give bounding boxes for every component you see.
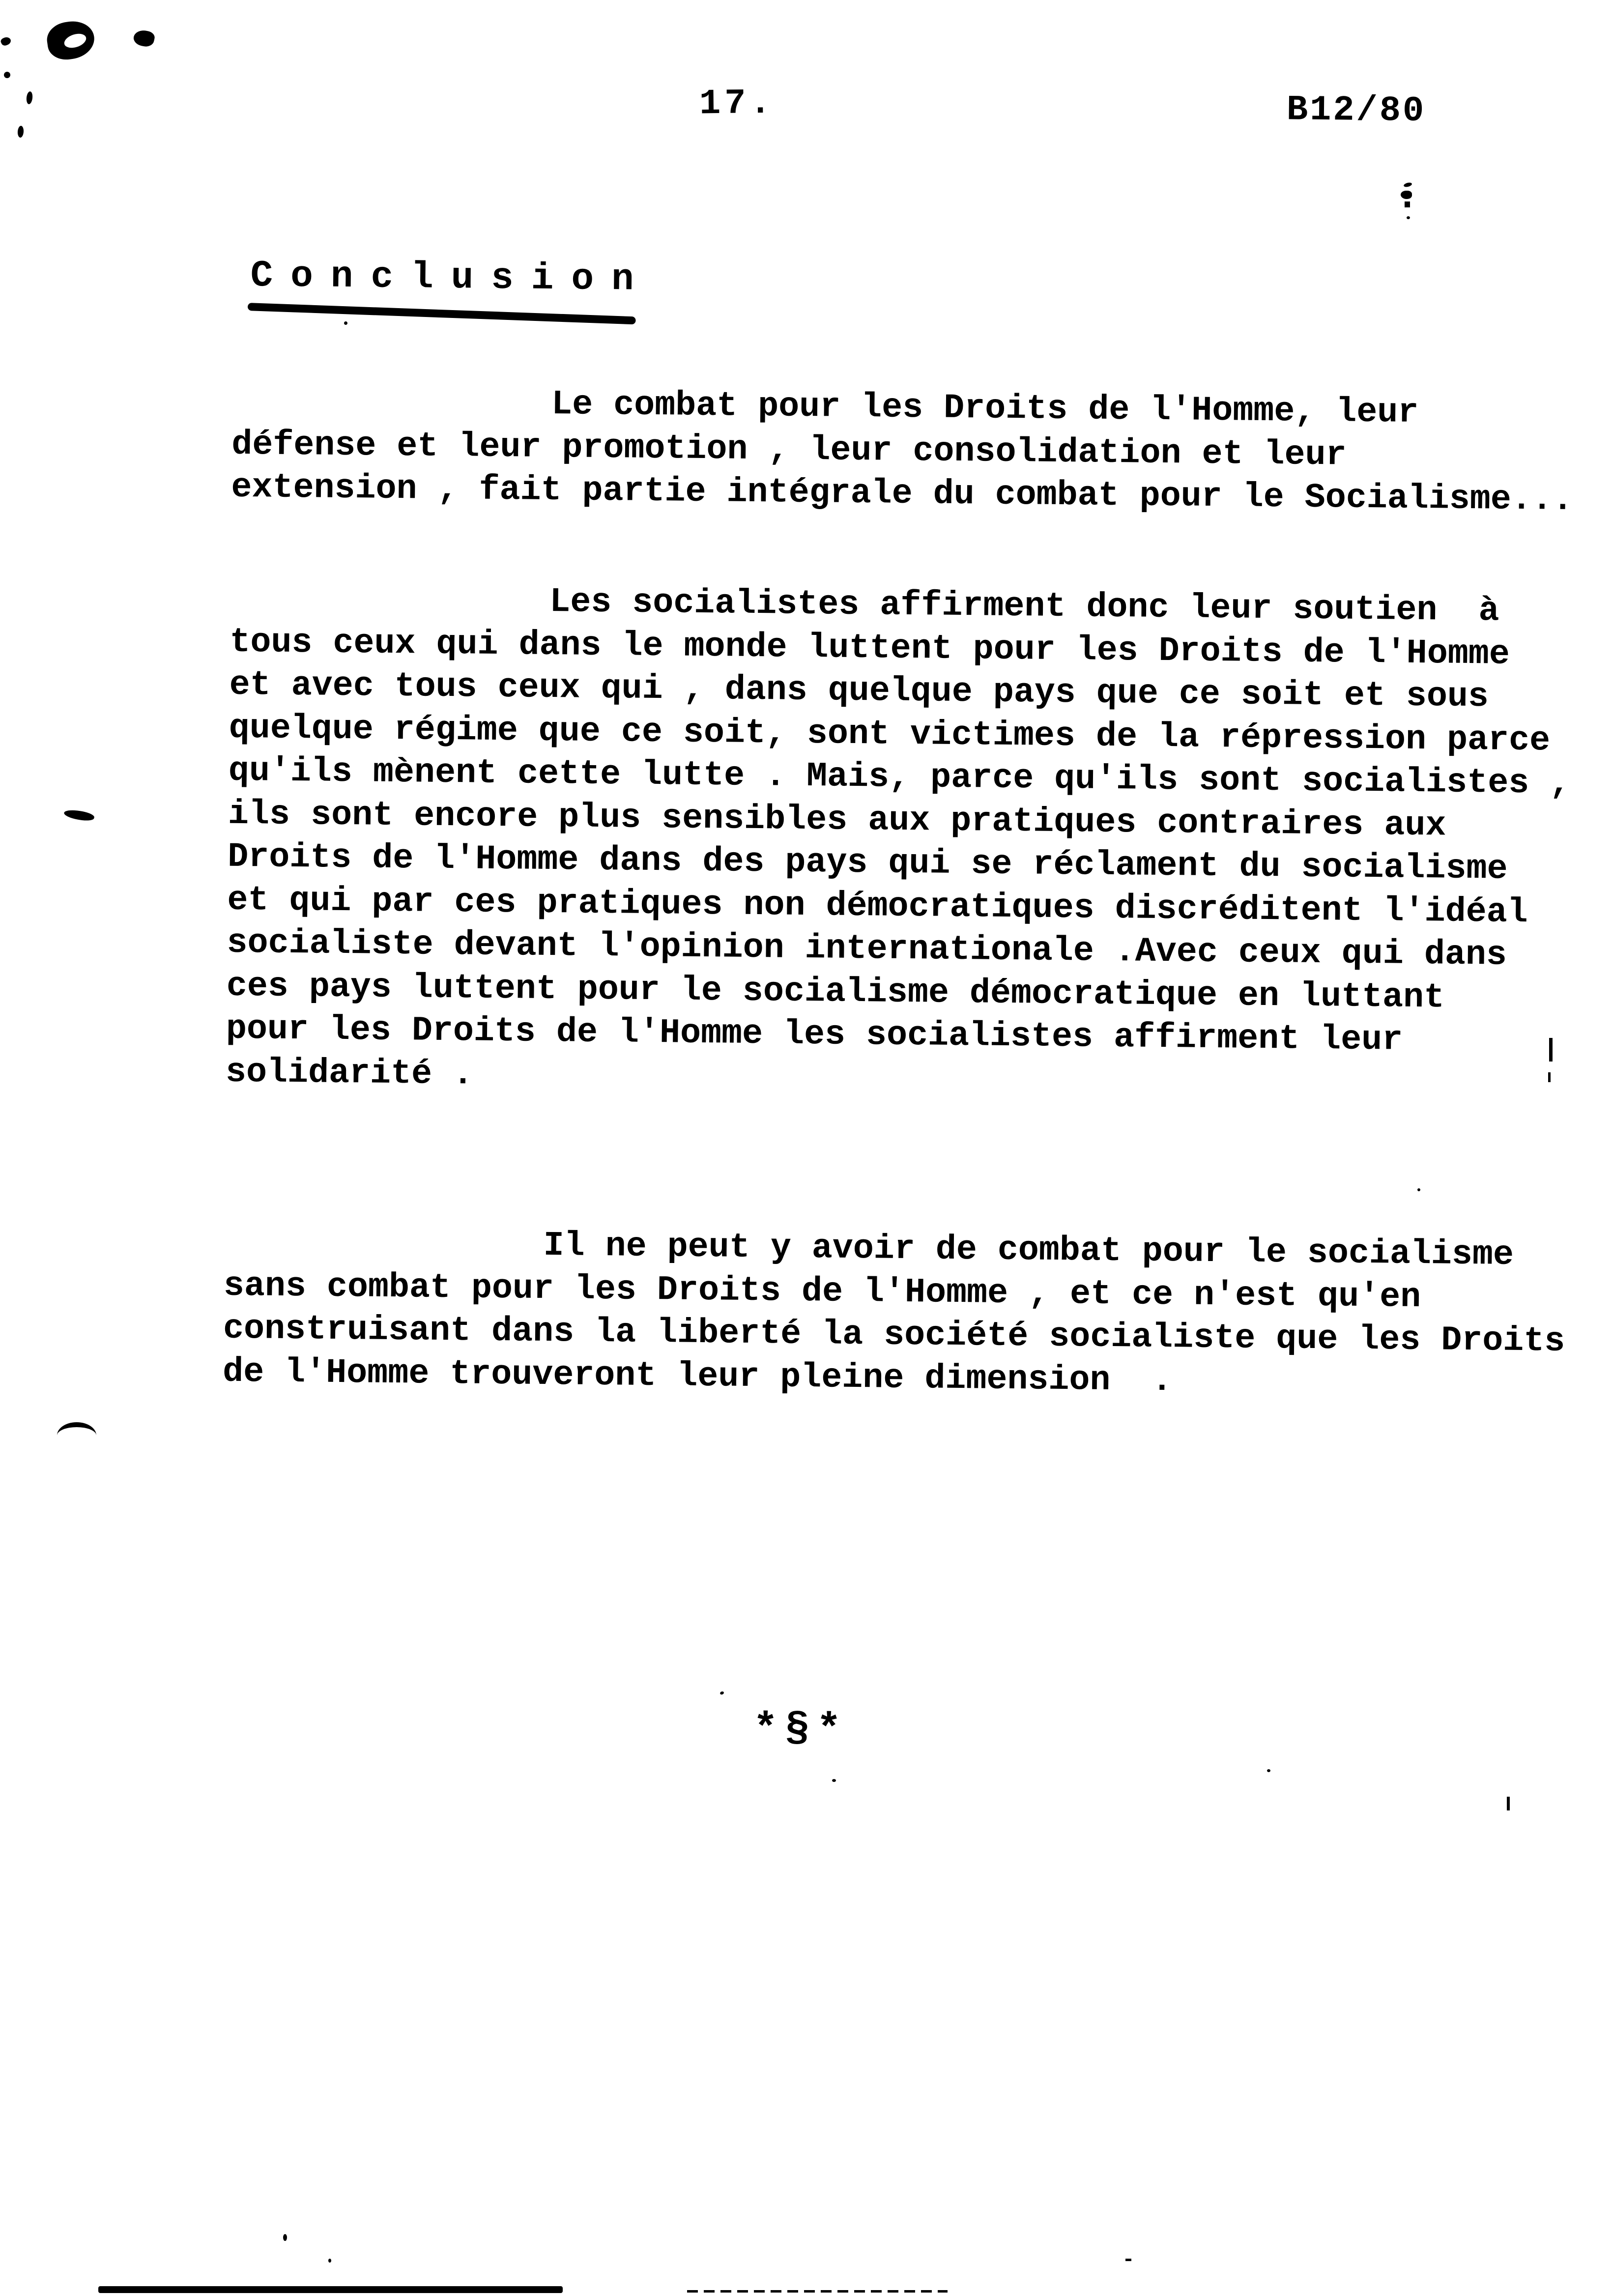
scan-edge-artifact (98, 2286, 563, 2293)
text-line: construisant dans la liberté la société socialiste que les Droits (223, 1309, 1565, 1361)
heading-underline (248, 303, 636, 324)
paragraph-2 (226, 578, 1572, 1107)
text-line: solidarité . (225, 1053, 474, 1094)
text-line: Le combat pour les Droits de l'Homme, leur (551, 385, 1419, 432)
text-line: Il ne peut y avoir de combat pour le socialisme (543, 1226, 1514, 1275)
paragraph-3 (223, 1222, 1566, 1406)
scan-edge-artifact (1507, 1797, 1510, 1810)
text-line: qu'ils mènent cette lutte . Mais, parce qu'ils sont socialistes , (228, 751, 1571, 804)
ink-arc (57, 1422, 96, 1449)
text-line: socialiste devant l'opinion internationale .Avec ceux qui dans (227, 923, 1507, 975)
text-line: défense et leur promotion , leur consolidation et leur (231, 425, 1347, 475)
text-line: quelque régime que ce soit, sont victimes de la répression parce (229, 709, 1551, 761)
ink-speck (344, 321, 347, 325)
text-line: pour les Droits de l'Homme les socialistes affirment leur (226, 1009, 1403, 1060)
ink-speck (1417, 1188, 1420, 1191)
paragraph-1 (231, 380, 1574, 522)
ink-speck (1405, 201, 1410, 207)
document-reference: B12/80 (1286, 89, 1426, 132)
scan-edge-artifact (687, 2290, 948, 2293)
text-line: ils sont encore plus sensibles aux pratiques contraires aux (228, 795, 1446, 846)
section-heading: Conclusion (250, 255, 652, 301)
text-line: et avec tous ceux qui , dans quelque pays que ce soit et sous (229, 665, 1489, 717)
scan-edge-artifact (1548, 1072, 1551, 1082)
ink-speck (1267, 1769, 1270, 1772)
text-line: Droits de l'Homme dans des pays qui se réclament du socialisme (227, 837, 1508, 889)
ink-speck (283, 2234, 287, 2241)
scan-edge-artifact (1549, 1038, 1553, 1062)
ink-speck (832, 1779, 836, 1782)
ink-speck (1401, 191, 1412, 199)
text-line: tous ceux qui dans le monde luttent pour les Droits de l'Homme (230, 623, 1510, 674)
text-line: et qui par ces pratiques non démocratiques discréditent l'idéal (227, 881, 1528, 932)
section-separator: *§* (752, 1706, 848, 1754)
text-line: Les socialistes affirment donc leur soutien à (549, 582, 1499, 631)
ink-speck (4, 72, 10, 78)
text-line: de l'Homme trouveront leur pleine dimension . (222, 1352, 1173, 1401)
text-line: sans combat pour les Droits de l'Homme , et ce n'est qu'en (223, 1266, 1421, 1317)
ink-speck (1125, 2259, 1131, 2261)
text-line: ces pays luttent pour le socialisme démocratique en luttant (226, 967, 1445, 1018)
ink-speck (328, 2259, 331, 2263)
text-line: extension , fait partie intégrale du combat pour le Socialisme... (231, 468, 1574, 520)
page-number: 17. (699, 83, 776, 124)
ink-speck (1407, 216, 1410, 219)
